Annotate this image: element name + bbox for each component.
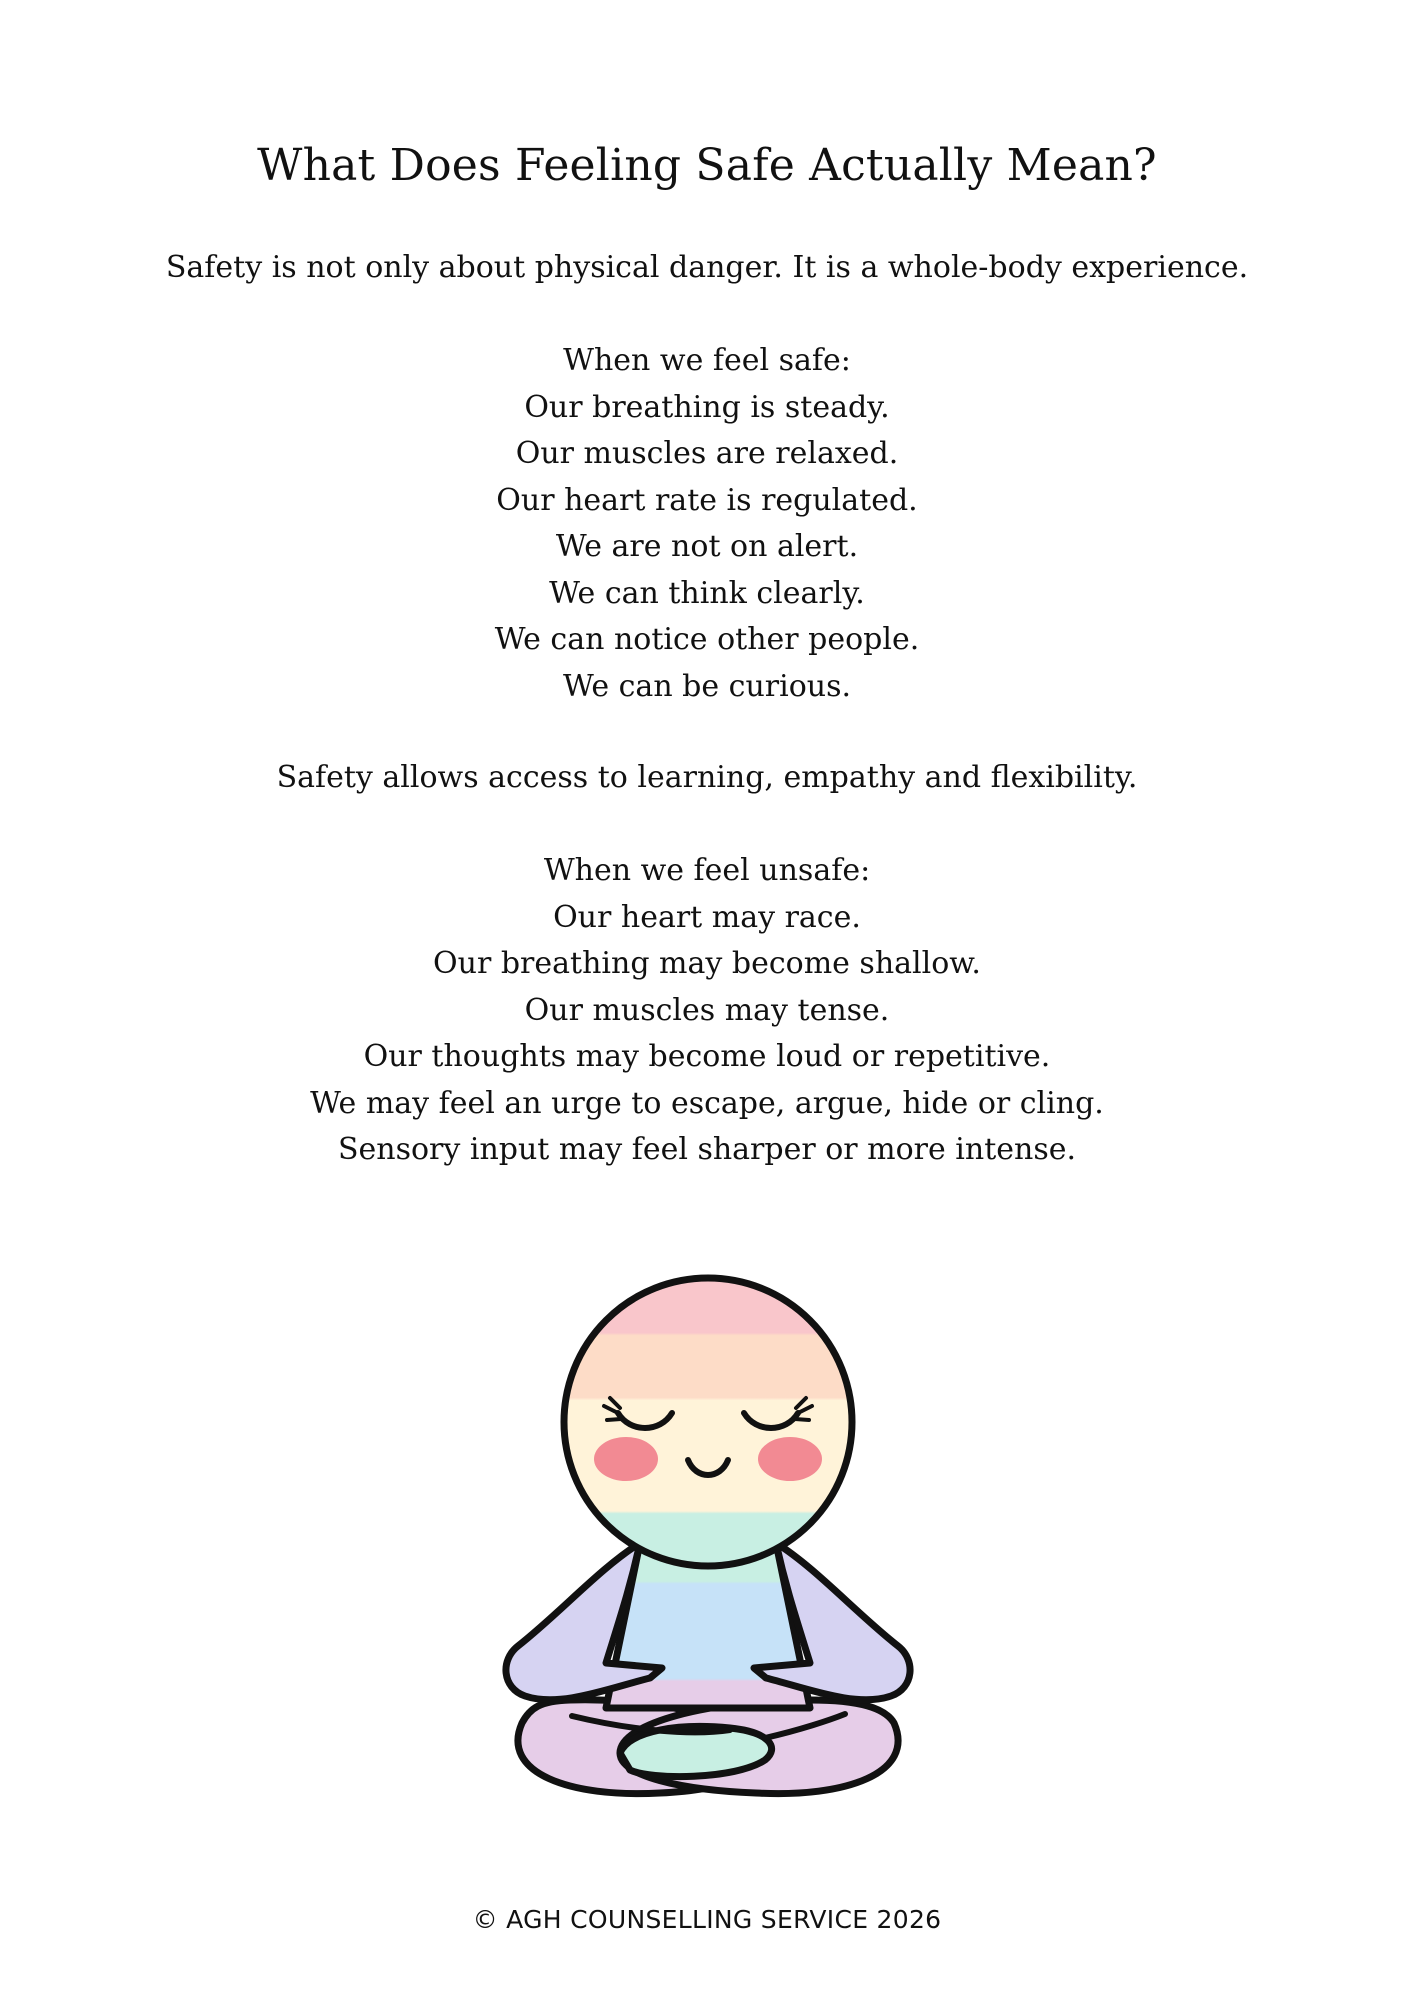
page-title: What Does Feeling Safe Actually Mean?	[257, 140, 1157, 191]
unsafe-item: Our heart may race.	[553, 899, 861, 935]
unsafe-section	[0, 848, 1414, 1174]
safe-item: We are not on alert.	[555, 529, 859, 564]
safe-item: Our heart rate is regulated.	[496, 482, 918, 518]
safe-section	[0, 338, 1414, 710]
unsafe-item: Our thoughts may become loud or repetitive.	[363, 1039, 1051, 1074]
safe-item: Our breathing is steady.	[524, 389, 890, 425]
safe-item: Our muscles are relaxed.	[515, 436, 899, 471]
intro-text: Safety is not only about physical danger. It is a whole-body experience.	[165, 250, 1249, 285]
unsafe-heading: When we feel unsafe:	[543, 853, 871, 888]
cheek-left	[594, 1437, 658, 1481]
meditating-figure-icon	[480, 1268, 936, 1808]
unsafe-item: We may feel an urge to escape, argue, hide or cling.	[310, 1085, 1104, 1121]
safety-statement: Safety allows access to learning, empathy and flexibility.	[276, 760, 1138, 795]
safe-item: We can notice other people.	[494, 622, 920, 657]
copyright-footer: © AGH COUNSELLING SERVICE 2026	[472, 1905, 942, 1934]
safe-item: We can be curious.	[562, 668, 852, 704]
unsafe-item: Sensory input may feel sharper or more intense.	[337, 1132, 1077, 1167]
cheek-right	[758, 1437, 822, 1481]
safe-item: We can think clearly.	[549, 575, 865, 611]
unsafe-item: Our breathing may become shallow.	[433, 946, 981, 981]
head	[564, 1278, 852, 1566]
safe-heading: When we feel safe:	[563, 343, 851, 378]
unsafe-item: Our muscles may tense.	[524, 992, 890, 1028]
